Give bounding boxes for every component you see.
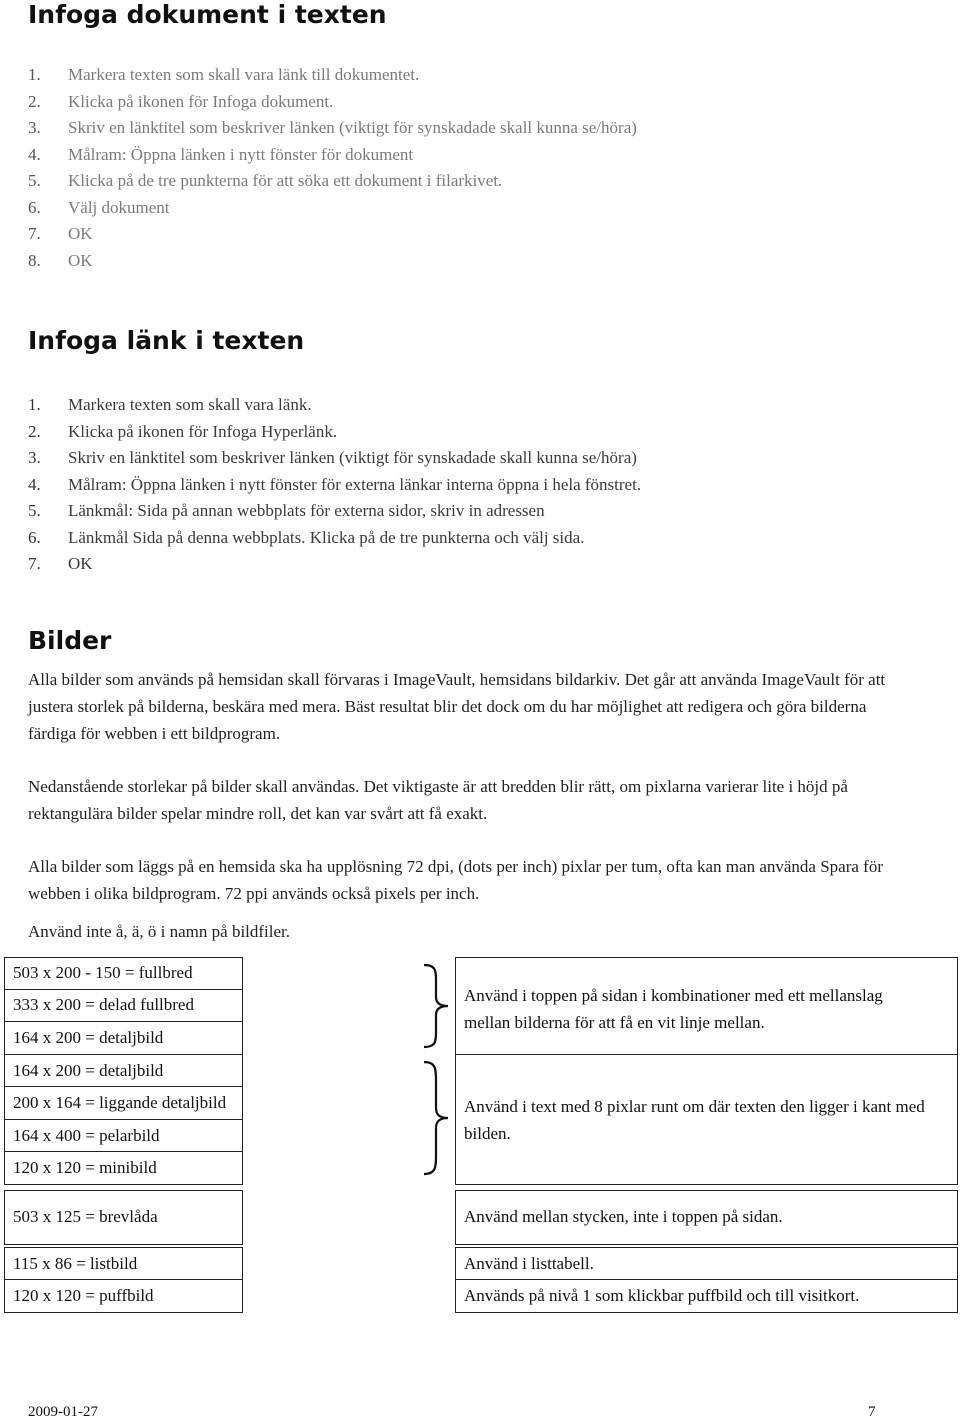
table-cell: 503 x 125 = brevlåda bbox=[4, 1190, 243, 1245]
list-item: 3. Skriv en länktitel som beskriver länken (viktigt för synskadade skall kunna se/höra) bbox=[28, 118, 637, 137]
table-cell: 503 x 200 - 150 = fullbred bbox=[4, 957, 243, 990]
paragraph-bilder-3: Alla bilder som läggs på en hemsida ska ha upplösning 72 dpi, (dots per inch) pixlar per tum, ofta kan man använda Spara för webben i olika bildprogram. 72 ppi används också pixels per inch. bbox=[28, 857, 883, 903]
table-cell: 120 x 120 = puffbild bbox=[4, 1279, 243, 1313]
table-cell: 333 x 200 = delad fullbred bbox=[4, 989, 243, 1022]
list-item: 4. Målram: Öppna länken i nytt fönster för dokument bbox=[28, 144, 414, 164]
list-infoga-dokument bbox=[28, 62, 637, 274]
list-item: 8. OK bbox=[28, 250, 93, 270]
curly-brace-icon bbox=[418, 963, 454, 1049]
table-cell-note: Använd mellan stycken, inte i toppen på sidan. bbox=[455, 1190, 958, 1245]
list-item: 7. OK bbox=[28, 224, 93, 243]
table-cell: 164 x 400 = pelarbild bbox=[4, 1119, 243, 1152]
list-infoga-lank bbox=[28, 392, 641, 578]
list-item: 5. Klicka på de tre punkterna för att söka ett dokument i filarkivet. bbox=[28, 171, 503, 190]
paragraph-bilder-2: Nedanstående storlekar på bilder skall användas. Det viktigaste är att bredden blir rätt, om pixlarna varierar lite i höjd på rektangulära bilder spelar mindre roll, det kan var svårt att få exakt. bbox=[28, 777, 848, 823]
list-item: 3. Skriv en länktitel som beskriver länken (viktigt för synskadade skall kunna se/höra) bbox=[28, 448, 637, 467]
heading-bilder: Bilder bbox=[28, 626, 112, 655]
table-cell-note: Använd i toppen på sidan i kombinationer med ett mellanslag mellan bilderna för att få en vit linje mellan. bbox=[455, 957, 958, 1055]
paragraph-bilder-1: Alla bilder som används på hemsidan skall förvaras i ImageVault, hemsidans bildarkiv. Det går att använda ImageVault för att justera storlek på bilderna, beskära med mera. Bäst resultat blir det dock om du har möjlighet att redigera och göra bilderna färdiga för webben i ett bildprogram. bbox=[28, 670, 886, 743]
table-cell: 200 x 164 = liggande detaljbild bbox=[4, 1086, 243, 1120]
list-item: 1. Markera texten som skall vara länk till dokumentet. bbox=[28, 65, 420, 84]
table-cell: 164 x 200 = detaljbild bbox=[4, 1021, 243, 1055]
table-cell: 120 x 120 = minibild bbox=[4, 1151, 243, 1185]
list-item: 6. Länkmål Sida på denna webbplats. Klicka på de tre punkterna och välj sida. bbox=[28, 527, 585, 547]
list-item: 1. Markera texten som skall vara länk. bbox=[28, 395, 312, 414]
table-cell-note: Används på nivå 1 som klickbar puffbild och till visitkort. bbox=[455, 1279, 958, 1313]
footer-date: 2009-01-27 bbox=[28, 1404, 98, 1420]
curly-brace-icon bbox=[418, 1060, 454, 1176]
list-item: 7. OK bbox=[28, 554, 93, 573]
table-cell: 115 x 86 = listbild bbox=[4, 1247, 243, 1280]
list-item: 2. Klicka på ikonen för Infoga Hyperlänk. bbox=[28, 421, 338, 441]
heading-infoga-lank: Infoga länk i texten bbox=[28, 326, 305, 355]
table-cell-note: Använd i listtabell. bbox=[455, 1247, 958, 1280]
heading-infoga-dokument: Infoga dokument i texten bbox=[28, 0, 387, 29]
list-item: 4. Målram: Öppna länken i nytt fönster för externa länkar interna öppna i hela fönstret. bbox=[28, 474, 642, 494]
list-item: 5. Länkmål: Sida på annan webbplats för externa sidor, skriv in adressen bbox=[28, 501, 545, 520]
table-cell: 164 x 200 = detaljbild bbox=[4, 1054, 243, 1087]
table-cell-note: Använd i text med 8 pixlar runt om där texten den ligger i kant med bilden. bbox=[455, 1054, 958, 1185]
footer-page-number: 7 bbox=[868, 1404, 876, 1420]
list-item: 2. Klicka på ikonen för Infoga dokument. bbox=[28, 91, 334, 111]
paragraph-bilder-4: Använd inte å, ä, ö i namn på bildfiler. bbox=[28, 922, 291, 941]
list-item: 6. Välj dokument bbox=[28, 197, 170, 217]
